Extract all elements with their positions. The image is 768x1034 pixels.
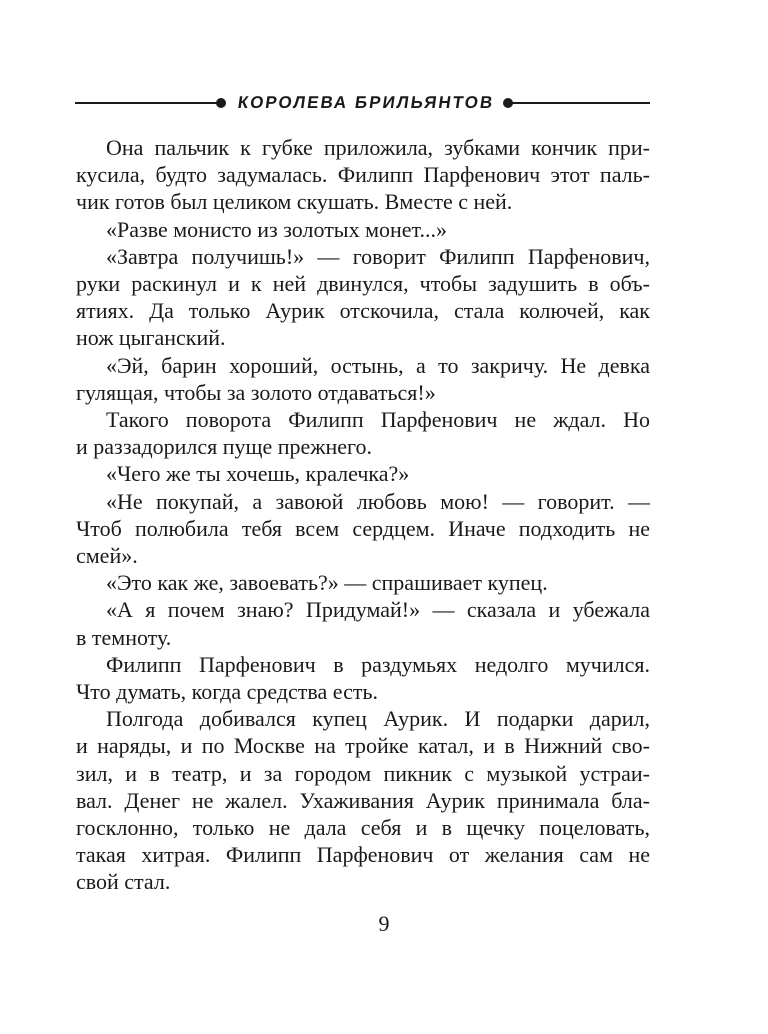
text-line: и раззадорился пуще прежнего. [76,434,373,460]
header-rule-left [75,102,217,104]
text-line: Чтоб полюбила тебя всем сердцем. Иначе подходить не [76,515,650,541]
text-line: чик готов был целиком скушать. Вместе с ней. [76,189,513,215]
text-line: «Чего же ты хочешь, кралечка?» [106,461,410,487]
text-line: гулящая, чтобы за золото отдаваться!» [76,379,436,405]
paragraph [76,216,650,243]
text-line: «Это как же, завоевать?» — спрашивает купец. [106,570,548,596]
text-line: и наряды, и по Москве на тройке катал, и в Нижний сво- [76,733,650,759]
text-line: нож цыганский. [76,325,226,351]
text-line: зил, и в театр, и за городом пикник с музыкой устраи- [76,760,650,786]
text-line: Филипп Парфенович в раздумьях недолго мучился. [106,651,650,677]
paragraph [76,352,650,406]
text-line: ятиях. Да только Аурик отскочила, стала колючей, как [76,298,650,324]
paragraph [76,705,650,895]
paragraph [76,406,650,460]
text-line: Она пальчик к губке приложила, зубками кончик при- [106,135,650,160]
text-line: в темноту. [76,624,172,650]
text-line: вал. Денег не жалел. Ухаживания Аурик принимала бла- [76,787,650,813]
text-line: Что думать, когда средства есть. [76,679,378,705]
text-line: «Завтра получишь!» — говорит Филипп Парфенович, [106,243,650,269]
paragraph [76,460,650,487]
text-line: «Не покупай, а завоюй любовь мою! — говорит. — [106,488,650,514]
running-header [75,88,650,118]
paragraph [76,134,650,216]
text-line: кусила, будто задумалась. Филипп Парфенович этот паль- [76,162,650,188]
paragraph [76,488,650,570]
header-rule-right [511,102,650,104]
page-number: 9 [378,911,390,936]
text-line: свой стал. [76,869,171,895]
body-text [76,134,650,896]
text-line: Такого поворота Филипп Парфенович не ждал. Но [106,407,650,433]
text-line: «Разве монисто из золотых монет...» [106,216,448,242]
paragraph [76,651,650,705]
paragraph [76,596,650,650]
text-line: смей». [76,543,138,569]
text-line: «Эй, барин хороший, остынь, а то закричу. Не девка [106,352,650,378]
paragraph [76,243,650,352]
paragraph [76,569,650,596]
text-line: «А я почем знаю? Придумай!» — сказала и убежала [106,597,650,623]
header-dot-left [216,98,226,108]
text-line: госклонно, только не дала себя и в щечку поцеловать, [76,815,650,841]
text-line: руки раскинул и к ней двинулся, чтобы задушить в объ- [76,271,650,297]
header-title: КОРОЛЕВА БРИЛЬЯНТОВ [236,93,496,112]
text-line: Полгода добивался купец Аурик. И подарки дарил, [106,706,650,732]
text-line: такая хитрая. Филипп Парфенович от желания сам не [76,842,650,868]
